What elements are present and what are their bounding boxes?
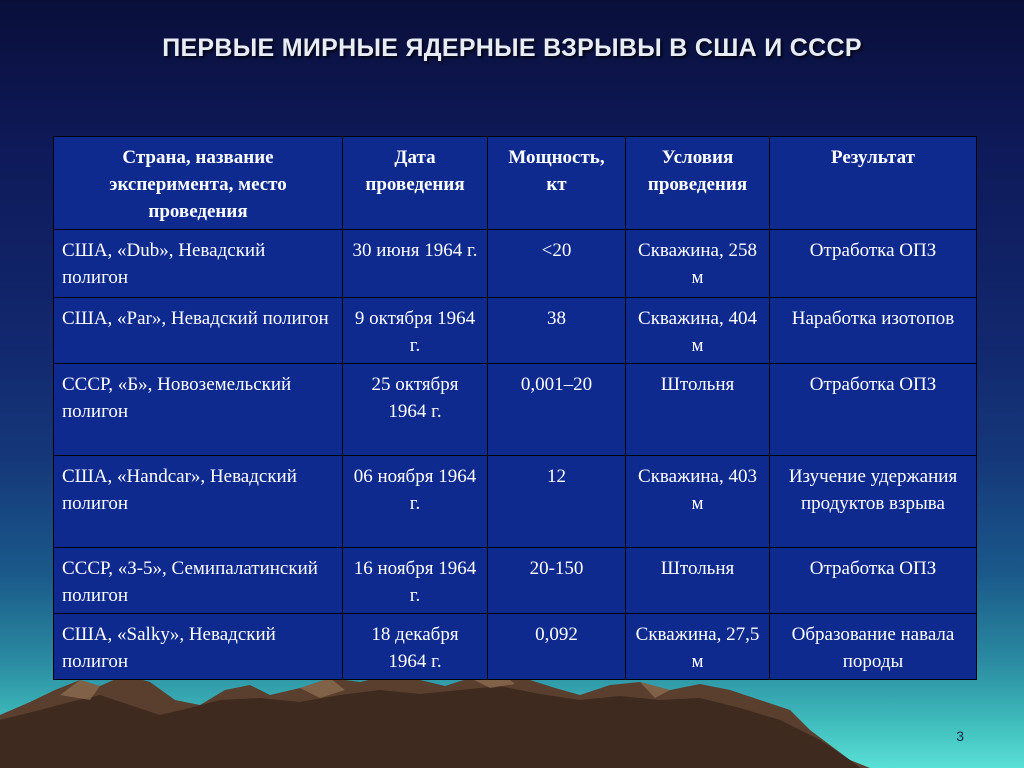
table-row [54,298,977,364]
table-row [54,230,977,298]
table-row [54,456,977,548]
cell-date: 25 октября 1964 г. [343,364,488,456]
table-row [54,364,977,456]
cell-yield: 38 [488,298,626,364]
cell-date: 30 июня 1964 г. [343,230,488,298]
cell-yield: 0,001–20 [488,364,626,456]
cell-yield: 20-150 [488,548,626,614]
cell-date: 18 декабря 1964 г. [343,614,488,680]
header-conditions: Условия проведения [626,137,770,230]
cell-yield: 0,092 [488,614,626,680]
cell-country: СССР, «З-5», Семипалатинский полигон [54,548,343,614]
cell-result: Отработка ОПЗ [770,364,977,456]
cell-country: США, «Par», Невадский полигон [54,298,343,364]
header-result: Результат [770,137,977,230]
header-yield: Мощность, кт [488,137,626,230]
cell-country: США, «Salky», Невадский полигон [54,614,343,680]
header-date: Дата проведения [343,137,488,230]
table-row [54,548,977,614]
cell-conditions: Скважина, 258 м [626,230,770,298]
cell-result: Отработка ОПЗ [770,230,977,298]
cell-result: Отработка ОПЗ [770,548,977,614]
table-header-row [54,137,977,230]
explosions-table [53,136,977,680]
cell-conditions: Скважина, 403 м [626,456,770,548]
cell-conditions: Скважина, 27,5 м [626,614,770,680]
cell-result: Наработка изотопов [770,298,977,364]
cell-date: 9 октября 1964 г. [343,298,488,364]
cell-conditions: Штольня [626,364,770,456]
cell-conditions: Скважина, 404 м [626,298,770,364]
cell-country: СССР, «Б», Новоземельский полигон [54,364,343,456]
cell-date: 06 ноября 1964 г. [343,456,488,548]
cell-result: Образование навала породы [770,614,977,680]
cell-result: Изучение удержания продуктов взрыва [770,456,977,548]
cell-yield: <20 [488,230,626,298]
table-row [54,614,977,680]
page-number: 3 [956,728,964,744]
cell-yield: 12 [488,456,626,548]
cell-date: 16 ноября 1964 г. [343,548,488,614]
slide-title: ПЕРВЫЕ МИРНЫЕ ЯДЕРНЫЕ ВЗРЫВЫ В США И СССР [162,34,862,62]
header-country: Страна, название эксперимента, место проведения [54,137,343,230]
cell-country: США, «Handcar», Невадский полигон [54,456,343,548]
cell-country: США, «Dub», Невадский полигон [54,230,343,298]
cell-conditions: Штольня [626,548,770,614]
